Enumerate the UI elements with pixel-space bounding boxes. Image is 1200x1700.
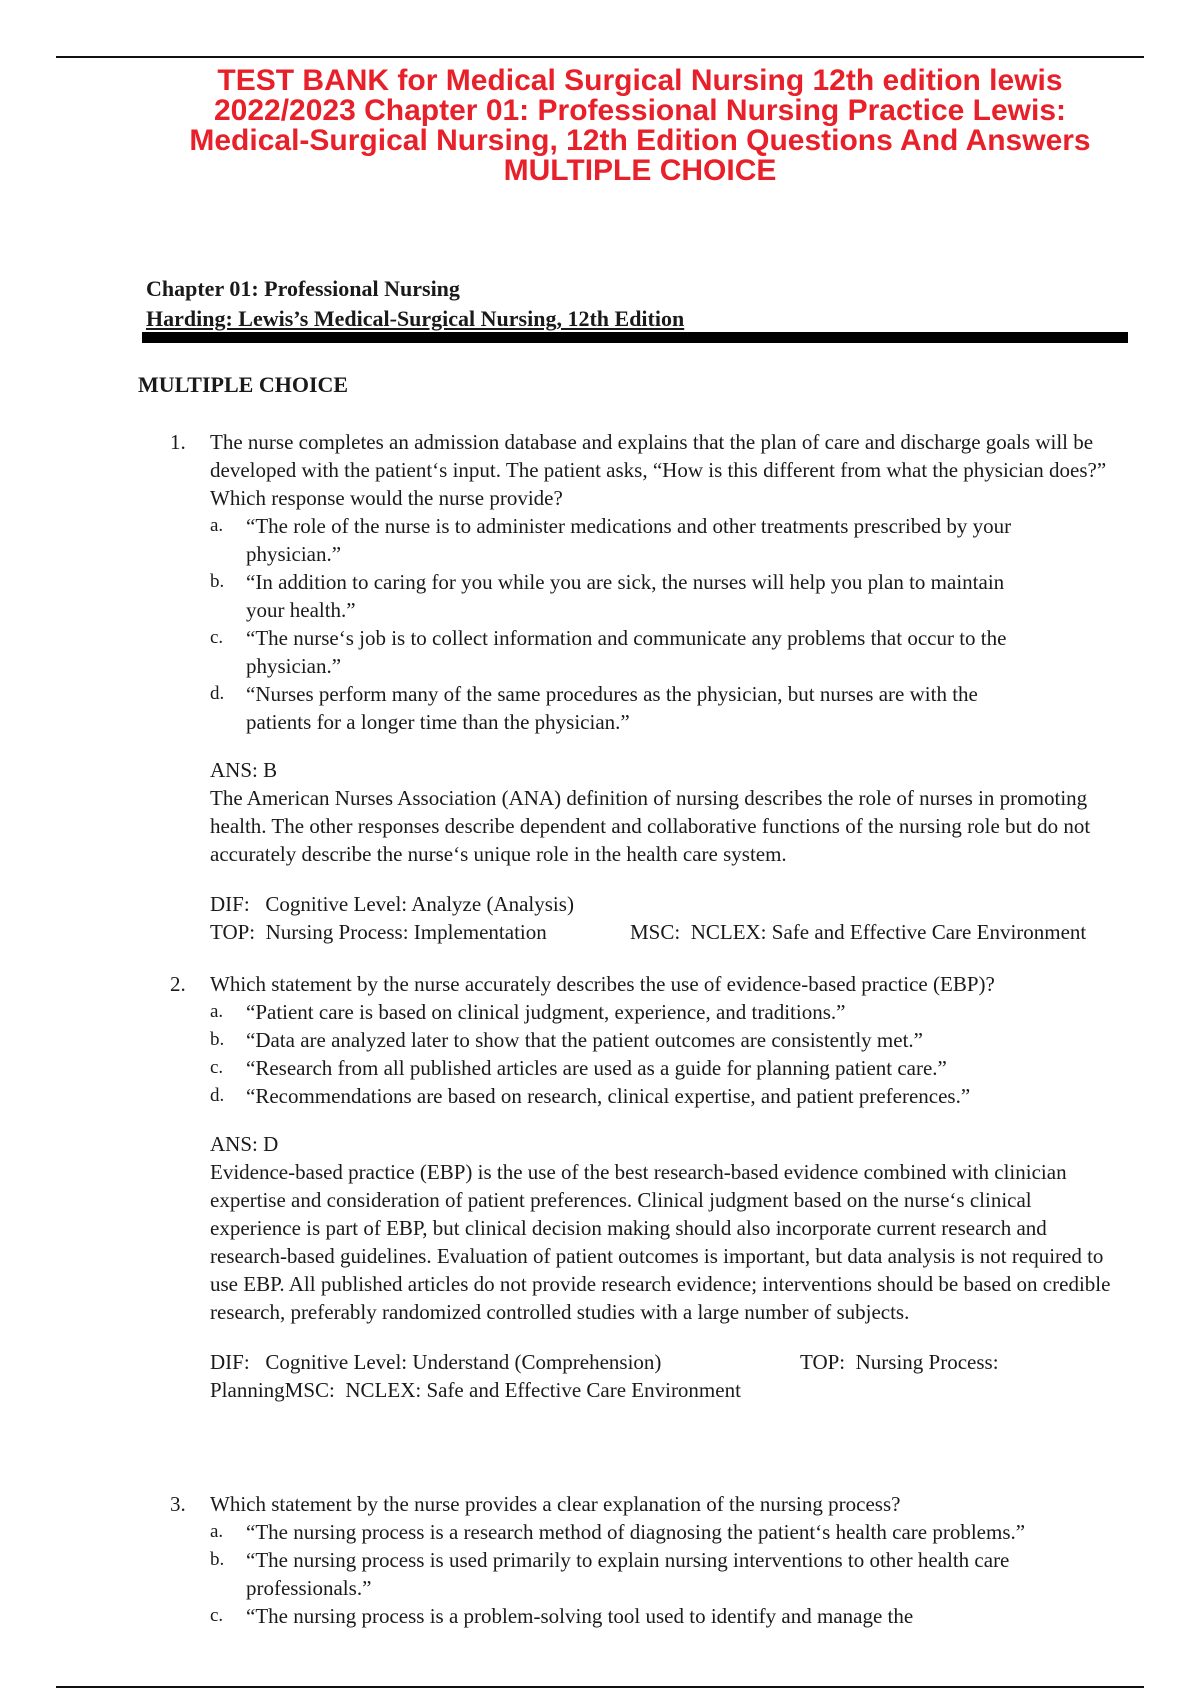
answer-key: ANS: D [210, 1132, 279, 1156]
option [210, 1054, 1160, 1082]
answer-key: ANS: B [210, 758, 278, 782]
option [210, 512, 1160, 568]
option [210, 1602, 1160, 1630]
title-line: TEST BANK for Medical Surgical Nursing 12th edition lewis [217, 64, 1063, 97]
top-rule [56, 56, 1144, 58]
option-letter: c. [210, 1057, 224, 1078]
chapter-title: Chapter 01: Professional Nursing [146, 276, 460, 301]
option-text: “Data are analyzed later to show that the patient outcomes are consistently met.” [246, 1028, 923, 1052]
title-line: 2022/2023 Chapter 01: Professional Nursing Practice Lewis: [213, 94, 1067, 127]
question-1 [170, 428, 1160, 946]
options-list [210, 512, 1160, 736]
option-text: “The nurse‘s job is to collect information and communicate any problems that occur to the physician.” [246, 626, 1007, 678]
options-list [210, 1518, 1160, 1630]
title-line: MULTIPLE CHOICE [503, 154, 777, 187]
option-letter: b. [210, 1029, 225, 1050]
chapter-info [146, 274, 684, 334]
option-letter: a. [210, 1001, 224, 1022]
option-letter: c. [210, 1605, 224, 1626]
option-text: “The role of the nurse is to administer medications and other treatments prescribed by your physician.” [246, 514, 1012, 566]
msc: PlanningMSC: NCLEX: Safe and Effective Care Environment [210, 1378, 741, 1402]
topic: TOP: Nursing Process: Implementation [210, 920, 547, 944]
rationale: The American Nurses Association (ANA) definition of nursing describes the role of nurses in promoting health. The other responses describe dependent and collaborative functions of the nursing role but do not accurately describe the nurse‘s unique role in the health care system. [210, 786, 1091, 866]
option-letter: b. [210, 571, 225, 592]
question-meta [210, 1348, 1160, 1404]
difficulty: DIF: Cognitive Level: Analyze (Analysis) [210, 892, 574, 916]
chapter-divider [142, 332, 1128, 343]
option [210, 624, 1160, 680]
option-letter: d. [210, 1085, 225, 1106]
question-3 [170, 1490, 1160, 1630]
msc: MSC: NCLEX: Safe and Effective Care Environment [630, 920, 1087, 944]
option-text: “Nurses perform many of the same procedures as the physician, but nurses are with the patients for a longer time than the physician.” [246, 682, 978, 734]
option [210, 1026, 1160, 1054]
option-text: “The nursing process is used primarily to explain nursing interventions to other health care professionals.” [246, 1548, 1010, 1600]
option [210, 998, 1160, 1026]
question-2 [170, 970, 1160, 1404]
option-letter: a. [210, 1521, 224, 1542]
option-letter: b. [210, 1549, 225, 1570]
question-meta [210, 890, 1160, 946]
option [210, 1082, 1160, 1110]
question-stem: The nurse completes an admission database and explains that the plan of care and discharge goals will be developed with the patient‘s input. The patient asks, “How is this different from what the physician does?” Which response would the nurse provide? [210, 430, 1107, 510]
option-letter: c. [210, 627, 224, 648]
option-text: “Recommendations are based on research, clinical expertise, and patient preferences.” [246, 1084, 971, 1108]
option-text: “In addition to caring for you while you are sick, the nurses will help you plan to maintain your health.” [246, 570, 1005, 622]
option-text: “Patient care is based on clinical judgment, experience, and traditions.” [246, 1000, 846, 1024]
question-number: 3. [170, 1492, 186, 1516]
option-text: “Research from all published articles are used as a guide for planning patient care.” [246, 1056, 947, 1080]
rationale: Evidence-based practice (EBP) is the use of the best research-based evidence combined with clinician expertise and consideration of patient preferences. Clinical judgment based on the nurse‘s clinical experience is part of EBP, but clinical decision making should also incorporate current research and research-based guidelines. Evaluation of patient outcomes is important, but data analysis is not required to use EBP. All published articles do not provide research evidence; interventions should be based on credible research, preferably randomized controlled studies with a large number of subjects. [210, 1160, 1111, 1324]
option-letter: a. [210, 515, 224, 536]
option [210, 1546, 1160, 1602]
title-line: Medical-Surgical Nursing, 12th Edition Questions And Answers [189, 124, 1091, 157]
option [210, 680, 1160, 736]
option-text: “The nursing process is a problem-solving tool used to identify and manage the [246, 1604, 914, 1628]
textbook-title: Harding: Lewis’s Medical-Surgical Nursing, 12th Edition [146, 306, 685, 331]
topic: TOP: Nursing Process: [800, 1350, 999, 1374]
question-stem: Which statement by the nurse accurately describes the use of evidence-based practice (EBP)? [210, 972, 995, 996]
option [210, 1518, 1160, 1546]
option [210, 568, 1160, 624]
option-text: “The nursing process is a research method of diagnosing the patient‘s health care problems.” [246, 1520, 1026, 1544]
option-letter: d. [210, 683, 225, 704]
difficulty: DIF: Cognitive Level: Understand (Comprehension) [210, 1350, 662, 1374]
document-title [120, 66, 1160, 186]
bottom-rule [56, 1686, 1144, 1688]
question-number: 1. [170, 430, 186, 454]
question-stem: Which statement by the nurse provides a clear explanation of the nursing process? [210, 1492, 901, 1516]
options-list [210, 998, 1160, 1110]
question-number: 2. [170, 972, 186, 996]
section-heading: MULTIPLE CHOICE [138, 372, 349, 397]
